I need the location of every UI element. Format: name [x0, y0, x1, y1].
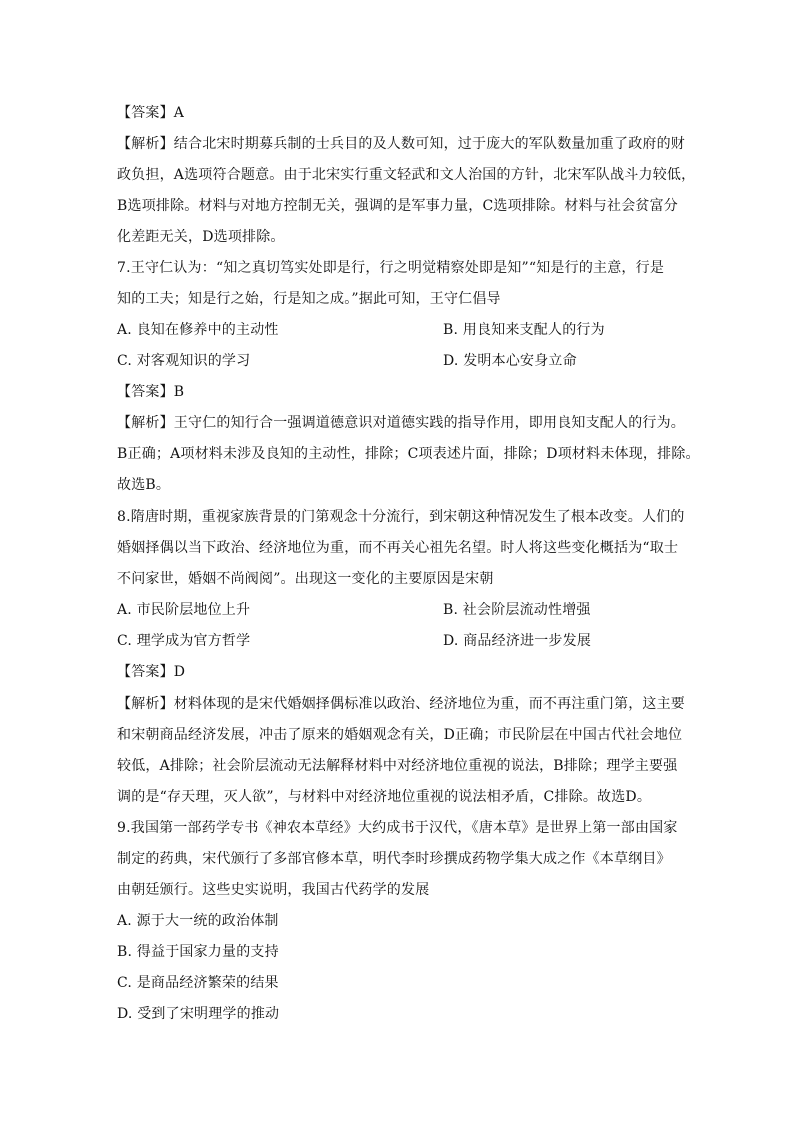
q8-analysis-line: 调的是“存天理，灭人欲”，与材料中对经济地位重视的说法相矛盾，C排除。故选D。: [117, 789, 652, 805]
q7-answer: 【答案】B: [117, 384, 185, 400]
q9-stem-line: 9.我国第一部药学专书《神农本草经》大约成书于汉代，《唐本草》是世界上第一部由国家: [117, 820, 678, 836]
q7-analysis-line: 故选B。: [117, 477, 171, 493]
q7-option-b: B. 用良知来支配人的行为: [443, 322, 605, 338]
q8-option-d: D. 商品经济进一步发展: [443, 633, 592, 649]
q8-stem-line: 8.隋唐时期，重视家族背景的门第观念十分流行，到宋朝这种情况发生了根本改变。人们的: [117, 509, 685, 525]
q8-option-c: C. 理学成为官方哲学: [117, 633, 251, 649]
q9-option-c: C. 是商品经济繁荣的结果: [117, 975, 279, 991]
q8-stem-line: 婚姻择偶以当下政治、经济地位为重，而不再关心祖先名望。时人将这些变化概括为“取士: [117, 540, 679, 556]
q6-answer: 【答案】A: [117, 105, 185, 121]
q8-analysis-line: 【解析】材料体现的是宋代婚姻择偶标准以政治、经济地位为重，而不再注重门第，这主要: [117, 696, 685, 712]
q7-option-a: A. 良知在修养中的主动性: [117, 322, 279, 338]
q8-answer: 【答案】D: [117, 664, 186, 680]
q9-stem-line: 制定的药典，宋代颁行了多部官修本草，明代李时珍撰成药物学集大成之作《本草纲目》: [117, 851, 671, 867]
q7-stem-line: 知的工夫；知是行之始，行是知之成。”据此可知，王守仁倡导: [117, 291, 501, 307]
q7-stem-line: 7.王守仁认为：“知之真切笃实处即是行，行之明觉精察处即是知”“知是行的主意，行是: [117, 260, 665, 276]
q8-option-b: B. 社会阶层流动性增强: [443, 602, 591, 618]
q9-stem-line: 由朝廷颁行。这些史实说明，我国古代药学的发展: [117, 882, 430, 898]
q7-option-c: C. 对客观知识的学习: [117, 353, 251, 369]
q8-analysis-line: 和宋朝商品经济发展，冲击了原来的婚姻观念有关，D正确；市民阶层在中国古代社会地位: [117, 727, 683, 743]
q7-analysis-line: 【解析】王守仁的知行合一强调道德意识对道德实践的指导作用，即用良知支配人的行为。: [117, 415, 685, 431]
q8-option-a: A. 市民阶层地位上升: [117, 602, 251, 618]
q6-analysis-line: 化差距无关，D选项排除。: [117, 229, 285, 245]
q9-option-b: B. 得益于国家力量的支持: [117, 944, 279, 960]
q9-option-d: D. 受到了宋明理学的推动: [117, 1006, 280, 1022]
q6-analysis-line: B选项排除。材料与对地方控制无关，强调的是军事力量，C选项排除。材料与社会贫富分: [117, 198, 678, 214]
q6-analysis-line: 【解析】结合北宋时期募兵制的士兵目的及人数可知，过于庞大的军队数量加重了政府的财: [117, 136, 685, 152]
q7-option-d: D. 发明本心安身立命: [443, 353, 577, 369]
q7-analysis-line: B正确；A项材料未涉及良知的主动性，排除；C项表述片面，排除；D项材料未体现，排除。: [117, 446, 700, 462]
q9-option-a: A. 源于大一统的政治体制: [117, 913, 279, 929]
q8-stem-line: 不问家世，婚姻不尚阀阅”。出现这一变化的主要原因是宋朝: [117, 571, 494, 587]
q8-analysis-line: 较低，A排除；社会阶层流动无法解释材料中对经济地位重视的说法，B排除；理学主要强: [117, 758, 678, 774]
q6-analysis-line: 政负担，A选项符合题意。由于北宋实行重文轻武和文人治国的方针，北宋军队战斗力较低，: [117, 167, 696, 183]
